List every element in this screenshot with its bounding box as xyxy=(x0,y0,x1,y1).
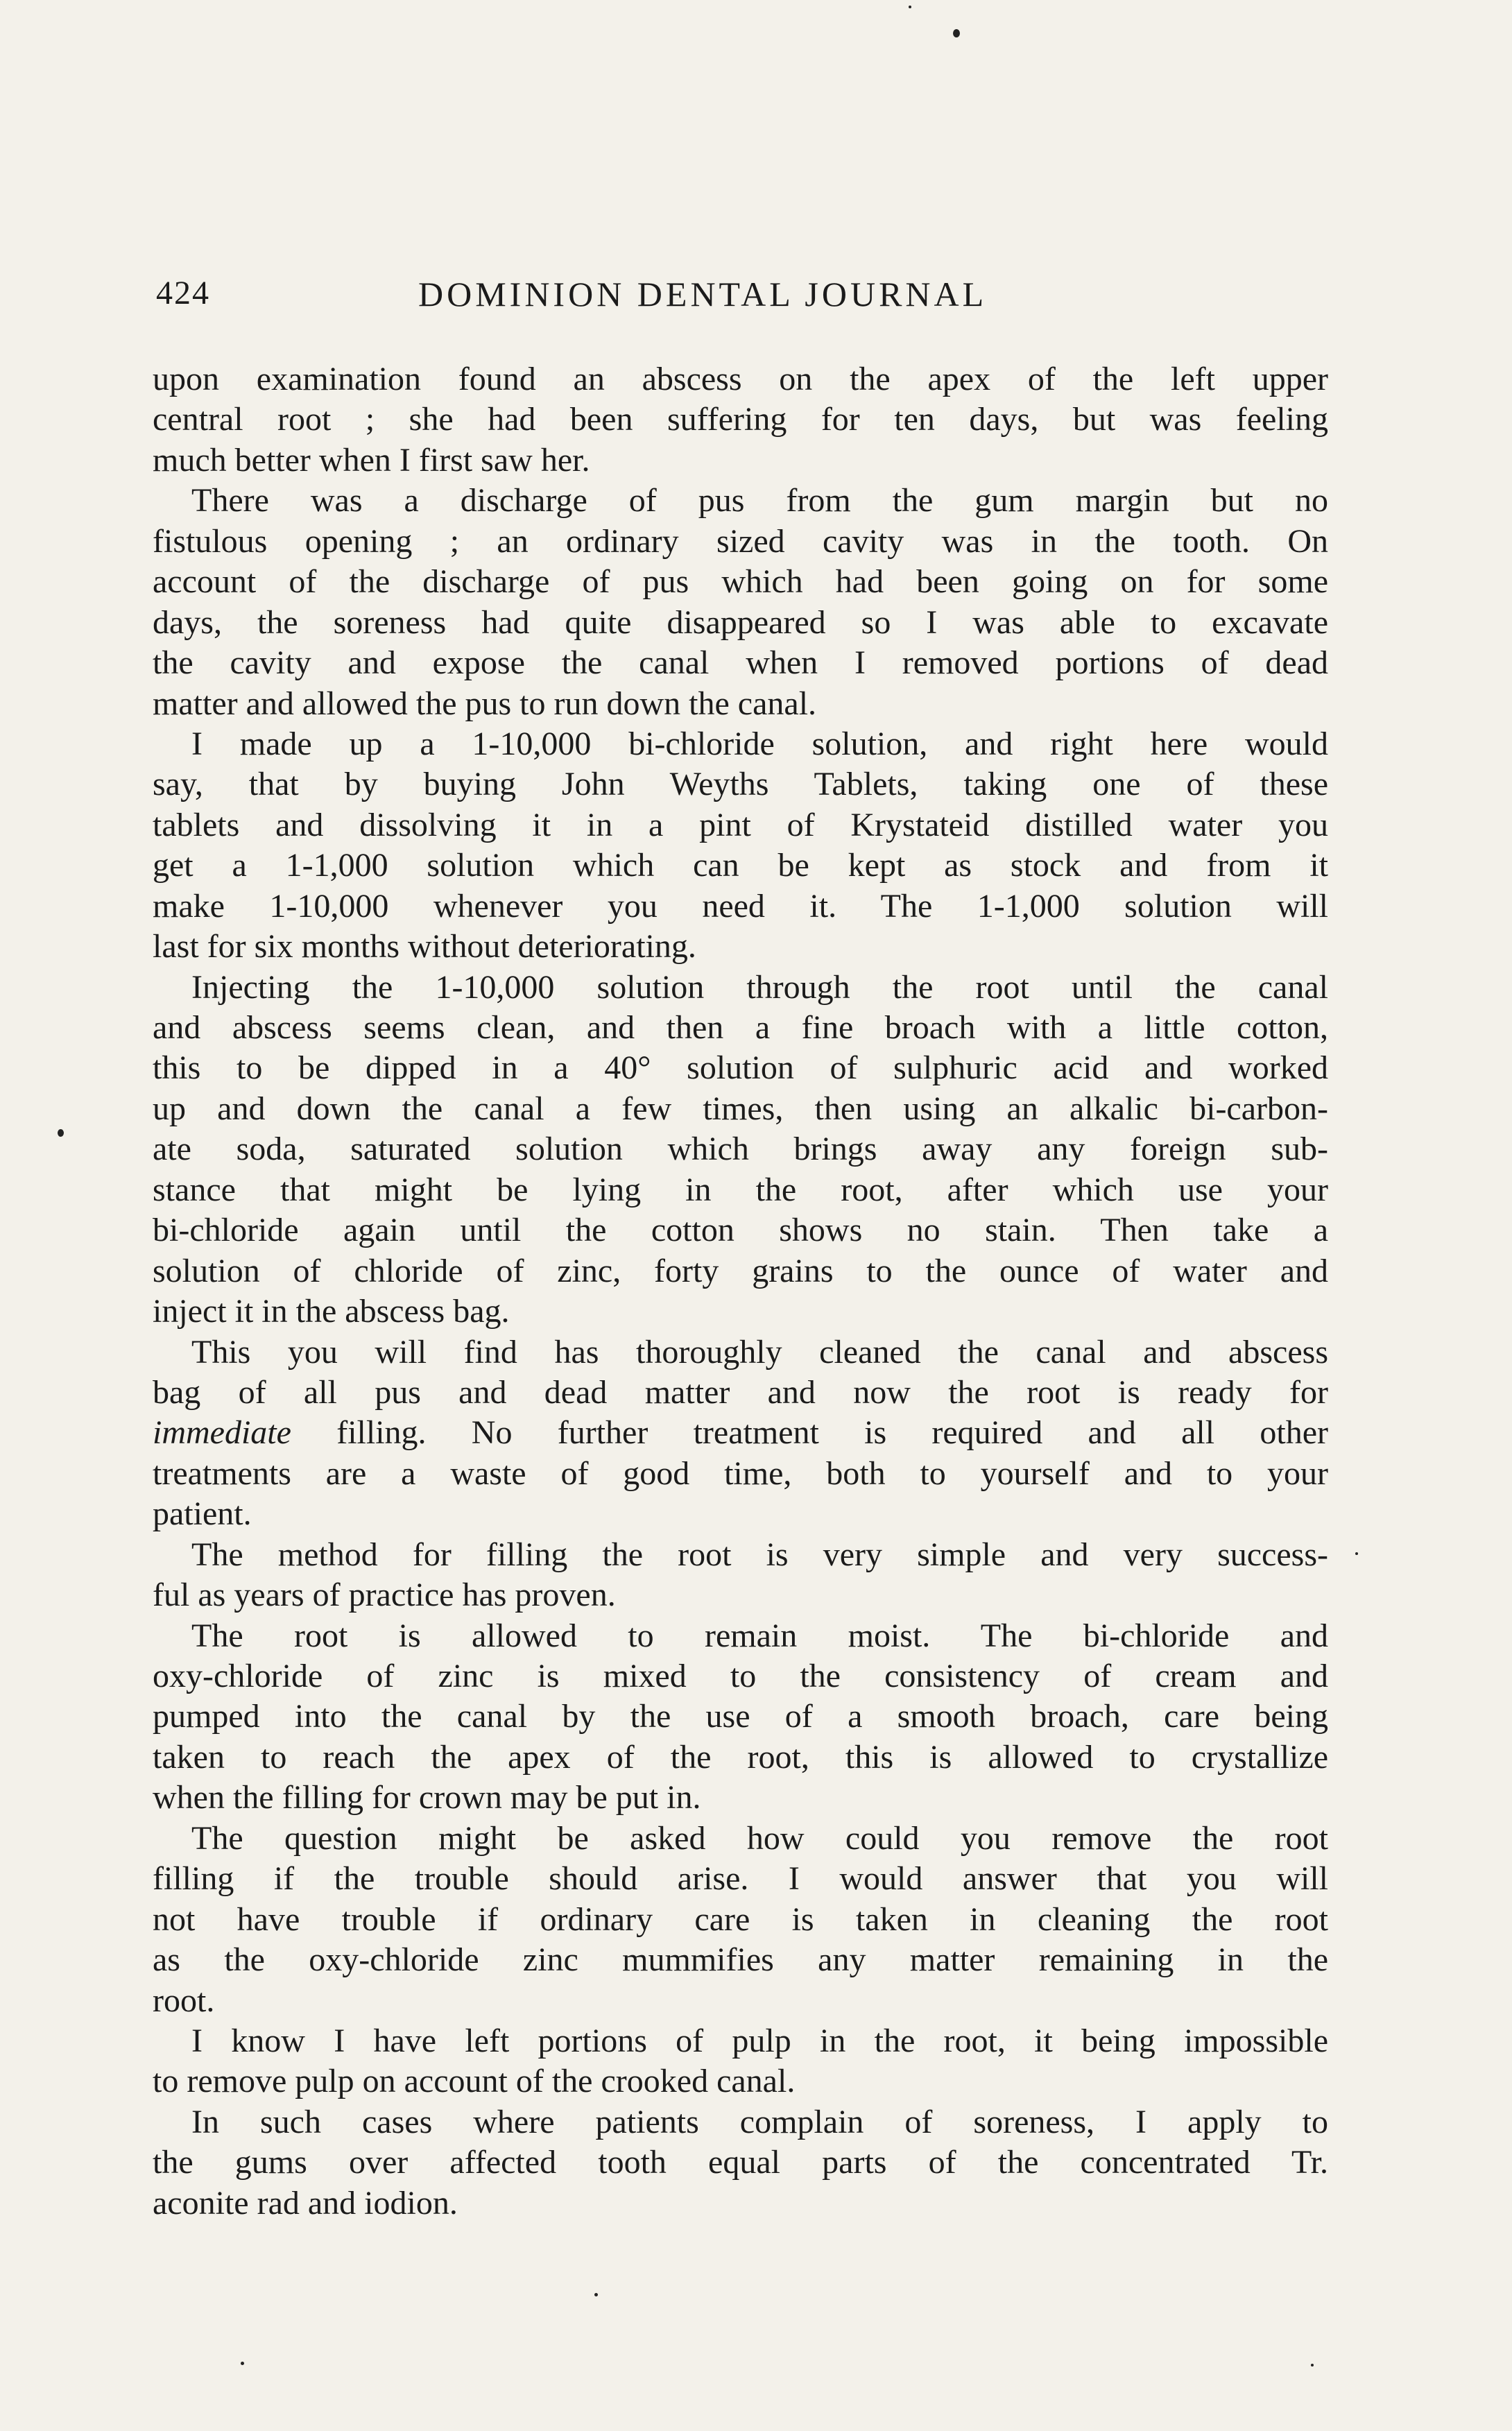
text-line: treatments are a waste of good time, both to yourself and to your xyxy=(153,1454,1328,1492)
print-speck xyxy=(58,1129,64,1137)
text-line: and abscess seems clean, and then a fine broach with a little cotton, xyxy=(153,1009,1328,1046)
text-line: matter and allowed the pus to run down the canal. xyxy=(153,685,817,722)
text-line: ate soda, saturated solution which brings away any foreign sub- xyxy=(153,1131,1328,1168)
text-line: not have trouble if ordinary care is taken in cleaning the root xyxy=(153,1900,1328,1938)
text-line: fistulous opening ; an ordinary sized cavity was in the tooth. On xyxy=(153,522,1328,560)
print-speck xyxy=(909,6,911,8)
text-line: I made up a 1-10,000 bi-chloride solution, and right here would xyxy=(191,725,1328,762)
text-line: much better when I first saw her. xyxy=(153,441,590,479)
text-line: to remove pulp on account of the crooked canal. xyxy=(153,2063,796,2100)
text-line: last for six months without deteriorating. xyxy=(153,928,696,965)
page-header xyxy=(156,274,1328,323)
text-line: The method for filling the root is very simple and very success- xyxy=(191,1536,1328,1573)
text-line: say, that by buying John Weyths Tablets, taking one of these xyxy=(153,766,1328,803)
text-line: aconite rad and iodion. xyxy=(153,2184,458,2222)
text-line: get a 1-1,000 solution which can be kept as stock and from it xyxy=(153,847,1328,884)
text-line: This you will find has thoroughly cleaned the canal and abscess xyxy=(191,1333,1328,1371)
print-speck xyxy=(1355,1552,1358,1555)
text-line: oxy-chloride of zinc is mixed to the consistency of cream and xyxy=(153,1658,1328,1694)
text-line: when the filling for crown may be put in. xyxy=(153,1779,701,1816)
text-line: root. xyxy=(153,1982,215,2019)
text-line: central root ; she had been suffering for ten days, but was feeling xyxy=(153,401,1328,438)
text-line-rest: filling. No further treatment is required and all other xyxy=(336,1414,1328,1452)
print-speck xyxy=(953,29,960,37)
text-line: the gums over affected tooth equal parts of the concentrated Tr. xyxy=(153,2144,1328,2181)
text-line: up and down the canal a few times, then using an alkalic bi-carbon- xyxy=(153,1090,1328,1127)
text-line: filling if the trouble should arise. I would answer that you will xyxy=(153,1860,1328,1898)
text-line: taken to reach the apex of the root, this is allowed to crystallize xyxy=(153,1738,1328,1776)
text-line: inject it in the abscess bag. xyxy=(153,1293,510,1330)
text-line: tablets and dissolving it in a pint of Krystateid distilled water you xyxy=(153,806,1328,843)
text-line-italic xyxy=(153,1413,1328,1453)
text-line: account of the discharge of pus which had been going on for some xyxy=(153,563,1328,601)
print-speck xyxy=(594,2293,598,2296)
print-speck xyxy=(241,2362,244,2365)
text-line: In such cases where patients complain of soreness, I apply to xyxy=(191,2103,1328,2140)
text-line: as the oxy-chloride zinc mummifies any matter remaining in the xyxy=(153,1941,1328,1979)
text-line: days, the soreness had quite disappeared so I was able to excavate xyxy=(153,603,1328,641)
text-line: this to be dipped in a 40° solution of sulphuric acid and worked xyxy=(153,1049,1328,1087)
text-line: There was a discharge of pus from the gum margin but no xyxy=(191,482,1328,519)
text-line: The root is allowed to remain moist. The bi-chloride and xyxy=(191,1617,1328,1654)
text-line: pumped into the canal by the use of a smooth broach, care being xyxy=(153,1698,1328,1735)
print-speck xyxy=(1311,2364,1314,2366)
text-line: solution of chloride of zinc, forty grains to the ounce of water and xyxy=(153,1252,1328,1289)
text-line: upon examination found an abscess on the apex of the left upper xyxy=(153,361,1328,397)
text-line: bag of all pus and dead matter and now the root is ready for xyxy=(153,1373,1328,1411)
text-line: ful as years of practice has proven. xyxy=(153,1577,616,1614)
text-line: bi-chloride again until the cotton shows no stain. Then take a xyxy=(153,1212,1328,1249)
article-body xyxy=(153,359,1328,2224)
italic-word: immediate xyxy=(153,1414,291,1452)
page-number: 424 xyxy=(156,275,210,311)
text-line: make 1-10,000 whenever you need it. The 1-1,000 solution will xyxy=(153,887,1328,925)
text-line: stance that might be lying in the root, after which use your xyxy=(153,1171,1328,1208)
text-line: the cavity and expose the canal when I removed portions of dead xyxy=(153,644,1328,682)
text-line: Injecting the 1-10,000 solution through the root until the canal xyxy=(191,968,1328,1006)
text-line: The question might be asked how could you remove the root xyxy=(191,1819,1328,1857)
running-title: DOMINION DENTAL JOURNAL xyxy=(418,275,988,313)
text-line: I know I have left portions of pulp in the root, it being impossible xyxy=(191,2022,1328,2059)
text-line: patient. xyxy=(153,1495,252,1533)
